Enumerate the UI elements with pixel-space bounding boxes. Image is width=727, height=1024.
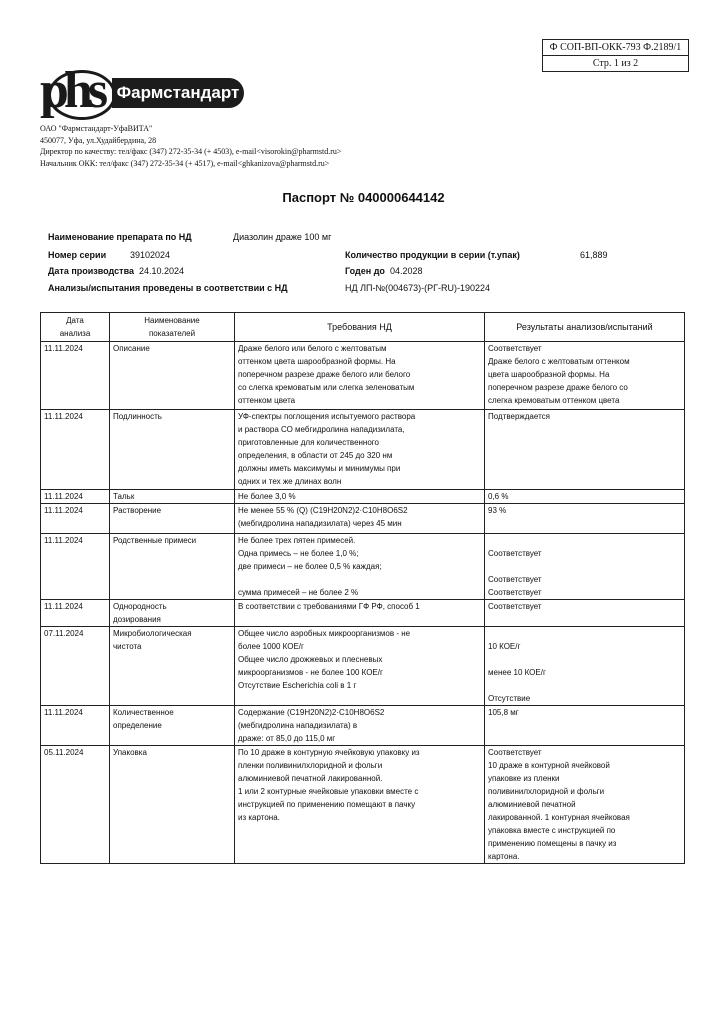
- cell-requirement-line: и раствора СО мебгидролина нападизилата,: [238, 425, 405, 434]
- cell-requirement-line: две примеси – не более 0,5 % каждая;: [238, 562, 382, 571]
- results-table: [40, 312, 685, 864]
- cell-parameter: [110, 410, 235, 490]
- cell-parameter: [110, 490, 235, 504]
- cell-parameter-line: Описание: [113, 344, 150, 353]
- cell-requirement-line: Не менее 55 % (Q) (C19H20N2)2·C10H8O6S2: [238, 506, 408, 515]
- cell-date: 11.11.2024: [41, 504, 110, 534]
- cell-result-line: 0,6 %: [488, 492, 509, 501]
- cell-requirement-line: (мебгидролина нападизилата) в: [238, 721, 358, 730]
- cell-requirement-line: со слегка кремоватым или слегка зеленоватым: [238, 383, 415, 392]
- cell-date: 11.11.2024: [41, 490, 110, 504]
- cell-requirement-line: Драже белого или белого с желтоватым: [238, 344, 387, 353]
- series-label: Номер серии: [48, 250, 107, 260]
- cell-parameter: [110, 504, 235, 534]
- form-code-box: [542, 39, 689, 72]
- cell-parameter-line: чистота: [113, 642, 142, 651]
- cell-requirement-line: должны иметь максимумы и минимумы при: [238, 464, 401, 473]
- cell-date: 05.11.2024: [41, 746, 110, 864]
- expiry-label: Годен до: [345, 266, 385, 276]
- cell-result-line: [488, 679, 681, 692]
- cell-parameter: [110, 534, 235, 600]
- cell-requirement: [235, 490, 485, 504]
- cell-requirement-line: алюминиевой печатной лакированной.: [238, 774, 383, 783]
- cell-date: 11.11.2024: [41, 534, 110, 600]
- cell-parameter-line: дозирования: [113, 615, 161, 624]
- header-date: Дата анализа: [41, 313, 110, 342]
- table-row: [41, 410, 685, 490]
- cell-requirement: [235, 746, 485, 864]
- cell-requirement-line: Общее число аэробных микроорганизмов - не: [238, 629, 411, 638]
- cell-requirement-line: По 10 драже в контурную ячейковую упаковку из: [238, 748, 420, 757]
- cell-result-line: Соответствует: [488, 588, 542, 597]
- quantity-value: 61,889: [580, 250, 608, 260]
- table-row: [41, 627, 685, 706]
- cell-result: [485, 600, 685, 627]
- cell-result-line: алюминиевой печатной: [488, 800, 576, 809]
- cell-parameter-line: Количественное: [113, 708, 174, 717]
- cell-requirement-line: (мебгидролина нападизилата) через 45 мин: [238, 519, 402, 528]
- cell-result-line: применению помещены в пачку из: [488, 839, 617, 848]
- org-head-okk-contact: Начальник ОКК: тел/факс (347) 272-35-34 (+ 4517), e-mail<ghkanizova@pharmstd.ru>: [40, 158, 330, 168]
- table-row: [41, 706, 685, 746]
- cell-result: [485, 504, 685, 534]
- cell-requirement-line: [238, 573, 481, 586]
- cell-requirement-line: Отсутствие Escherichia coli в 1 г: [238, 681, 357, 690]
- table-row: [41, 600, 685, 627]
- cell-parameter-line: Подлинность: [113, 412, 162, 421]
- cell-parameter: [110, 627, 235, 706]
- cell-requirement-line: оттенком цвета: [238, 396, 296, 405]
- cell-parameter: [110, 746, 235, 864]
- cell-requirement-line: одних и тех же длинах волн: [238, 477, 342, 486]
- table-header-row: [41, 313, 685, 342]
- cell-requirement-line: определения, в области от 245 до 320 нм: [238, 451, 393, 460]
- cell-requirement: [235, 410, 485, 490]
- cell-result-line: Соответствует: [488, 748, 542, 757]
- header-results: Результаты анализов/испытаний: [485, 313, 685, 342]
- company-logo: [40, 62, 245, 119]
- cell-requirement-line: драже: от 85,0 до 115,0 мг: [238, 734, 336, 743]
- cell-requirement-line: пленки поливинилхлоридной и фольги: [238, 761, 383, 770]
- cell-result-line: 10 драже в контурной ячейковой: [488, 761, 610, 770]
- cell-result: [485, 490, 685, 504]
- quantity-label: Количество продукции в серии (т.упак): [345, 250, 520, 260]
- cell-result: [485, 627, 685, 706]
- cell-result-line: 93 %: [488, 506, 507, 515]
- cell-requirement-line: 1 или 2 контурные ячейковые упаковки вместе с: [238, 787, 419, 796]
- cell-requirement: [235, 600, 485, 627]
- tests-value: НД ЛП-№(004673)-(РГ-RU)-190224: [345, 283, 491, 293]
- cell-requirement-line: Одна примесь – не более 1,0 %;: [238, 549, 359, 558]
- cell-requirement-line: более 1000 КОЕ/г: [238, 642, 304, 651]
- cell-requirement-line: приготовленные для количественного: [238, 438, 379, 447]
- drug-value: Диазолин драже 100 мг: [233, 232, 332, 242]
- cell-result-line: картона.: [488, 852, 520, 861]
- cell-parameter: [110, 600, 235, 627]
- cell-result-line: Соответствует: [488, 575, 542, 584]
- table-row: [41, 490, 685, 504]
- cell-date: 07.11.2024: [41, 627, 110, 706]
- cell-requirement-line: микроорганизмов - не более 100 КОЕ/г: [238, 668, 383, 677]
- cell-requirement-line: Общее число дрожжевых и плесневых: [238, 655, 383, 664]
- cell-parameter: [110, 342, 235, 410]
- production-date-label: Дата производства: [48, 266, 134, 276]
- table-row: [41, 504, 685, 534]
- cell-result-line: цвета шарообразной формы. На: [488, 370, 610, 379]
- org-director-contact: Директор по качеству: тел/факс (347) 272-35-34 (+ 4503), e-mail<visorokin@pharmstd.ru>: [40, 147, 342, 156]
- cell-requirement-line: оттенком цвета шарообразной формы. На: [238, 357, 396, 366]
- page-info: Стр. 1 из 2: [543, 55, 688, 71]
- cell-result-line: Соответствует: [488, 549, 542, 558]
- cell-parameter-line: Однородность: [113, 602, 167, 611]
- cell-requirement: [235, 342, 485, 410]
- cell-result: [485, 706, 685, 746]
- cell-result-line: поперечном разрезе драже белого со: [488, 383, 628, 392]
- cell-parameter-line: Упаковка: [113, 748, 147, 757]
- header-parameter-name: Наименование показателей: [110, 313, 235, 342]
- cell-date: 11.11.2024: [41, 706, 110, 746]
- cell-requirement: [235, 534, 485, 600]
- expiry-value: 04.2028: [390, 266, 423, 276]
- cell-result-line: упаковка вместе с инструкцией по: [488, 826, 616, 835]
- cell-requirement-line: Не более трех пятен примесей.: [238, 536, 356, 545]
- cell-result-line: [488, 560, 681, 573]
- table-row: [41, 342, 685, 410]
- header-requirements: Требования НД: [235, 313, 485, 342]
- cell-result: [485, 342, 685, 410]
- tests-label: Анализы/испытания проведены в соответствии с НД: [48, 283, 288, 293]
- cell-requirement-line: УФ-спектры поглощения испытуемого раствора: [238, 412, 416, 421]
- cell-result-line: 10 КОЕ/г: [488, 642, 521, 651]
- cell-result-line: слегка кремоватым оттенком цвета: [488, 396, 620, 405]
- org-address: 450077, Уфа, ул.Худайбердина, 28: [40, 135, 157, 145]
- form-code: Ф СОП-ВП-ОКК-793 Ф.2189/1: [549, 42, 682, 53]
- table-row: [41, 534, 685, 600]
- cell-requirement: [235, 504, 485, 534]
- cell-date: 11.11.2024: [41, 410, 110, 490]
- cell-result-line: [488, 653, 681, 666]
- passport-title: Паспорт № 040000644142: [282, 190, 445, 205]
- cell-requirement: [235, 627, 485, 706]
- cell-result-line: [488, 534, 681, 547]
- table-row: [41, 746, 685, 864]
- cell-result-line: поливинилхлоридной и фольги: [488, 787, 605, 796]
- logo-name: Фармстандарт: [112, 78, 244, 108]
- cell-result-line: Соответствует: [488, 344, 542, 353]
- cell-result-line: Драже белого с желтоватым оттенком: [488, 357, 630, 366]
- drug-label: Наименование препарата по НД: [48, 232, 192, 242]
- org-name: ОАО "Фармстандарт-УфаВИТА": [40, 124, 153, 133]
- cell-result: [485, 410, 685, 490]
- cell-requirement: [235, 706, 485, 746]
- cell-parameter-line: определение: [113, 721, 162, 730]
- cell-date: 11.11.2024: [41, 342, 110, 410]
- cell-result-line: упаковке из пленки: [488, 774, 560, 783]
- cell-result: [485, 746, 685, 864]
- cell-requirement-line: В соответствии с требованиями ГФ РФ, способ 1: [238, 602, 420, 611]
- cell-requirement-line: Не более 3,0 %: [238, 492, 296, 501]
- cell-requirement-line: инструкцией по применению помещают в пачку: [238, 800, 416, 809]
- cell-parameter-line: Растворение: [113, 506, 162, 515]
- cell-parameter-line: Родственные примеси: [113, 536, 197, 545]
- cell-parameter-line: Тальк: [113, 492, 135, 501]
- series-value: 39102024: [130, 250, 171, 260]
- cell-result-line: менее 10 КОЕ/г: [488, 668, 546, 677]
- cell-result-line: Подтверждается: [488, 412, 550, 421]
- logo-mark: phs: [40, 68, 118, 118]
- cell-result-line: 105,8 мг: [488, 708, 519, 717]
- cell-requirement-line: сумма примесей – не более 2 %: [238, 588, 359, 597]
- org-info: [40, 123, 341, 169]
- cell-date: 11.11.2024: [41, 600, 110, 627]
- cell-requirement-line: поперечном разрезе драже белого или белого: [238, 370, 411, 379]
- cell-result: [485, 534, 685, 600]
- cell-result-line: [488, 627, 681, 640]
- cell-requirement-line: Содержание (C19H20N2)2·C10H8O6S2: [238, 708, 385, 717]
- cell-parameter-line: Микробиологическая: [113, 629, 192, 638]
- cell-result-line: Соответствует: [488, 602, 542, 611]
- production-date-value: 24.10.2024: [139, 266, 185, 276]
- cell-result-line: Отсутствие: [488, 694, 531, 703]
- cell-requirement-line: из картона.: [238, 813, 280, 822]
- cell-parameter: [110, 706, 235, 746]
- cell-result-line: лакированной. 1 контурная ячейковая: [488, 813, 630, 822]
